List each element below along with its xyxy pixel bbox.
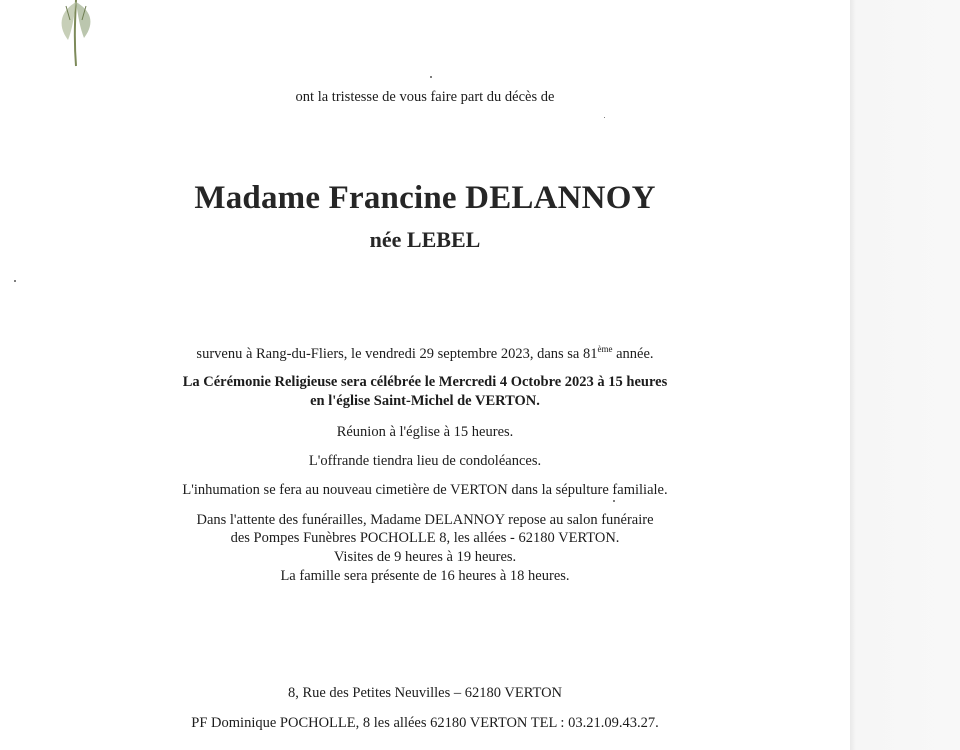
- page-edge: [850, 0, 960, 750]
- scan-speck: [430, 76, 432, 78]
- address-text: 8, Rue des Petites Neuvilles – 62180 VERTON: [287, 685, 563, 701]
- death-announcement: [0, 344, 850, 363]
- flower-stem-icon: [40, 0, 110, 70]
- rest-line-1: Dans l'attente des funérailles, Madame DELANNOY repose au salon funéraire: [196, 512, 654, 528]
- death-text: survenu à Rang-du-Fliers, le vendredi 29 septembre 2023, dans sa 81: [196, 346, 598, 362]
- offering-text: L'offrande tiendra lieu de condoléances.: [308, 453, 542, 469]
- visits-text: Visites de 9 heures à 19 heures.: [333, 549, 517, 565]
- scan-speck: [14, 280, 16, 282]
- ceremony-line-2: en l'église Saint-Michel de VERTON.: [310, 393, 540, 409]
- maiden-name: née LEBEL: [369, 227, 481, 252]
- burial-text: L'inhumation se fera au nouveau cimetière de VERTON dans la sépulture familiale.: [182, 482, 668, 498]
- death-text-end: année.: [612, 346, 654, 362]
- scan-speck: [613, 500, 615, 502]
- reunion-text: Réunion à l'église à 15 heures.: [336, 424, 514, 440]
- intro-text: ont la tristesse de vous faire part du décès de: [295, 89, 555, 105]
- scan-speck: [604, 117, 605, 118]
- deceased-name: Madame Francine DELANNOY: [194, 180, 656, 216]
- rest-line-2: des Pompes Funèbres POCHOLLE 8, les allées - 62180 VERTON.: [230, 530, 620, 546]
- ceremony-line-1: La Cérémonie Religieuse sera célébrée le Mercredi 4 Octobre 2023 à 15 heures: [182, 374, 668, 390]
- family-text: La famille sera présente de 16 heures à 18 heures.: [280, 568, 570, 584]
- funeral-home-text: PF Dominique POCHOLLE, 8 les allées 62180 VERTON TEL : 03.21.09.43.27.: [191, 715, 659, 731]
- ordinal-suffix: ème: [597, 344, 613, 354]
